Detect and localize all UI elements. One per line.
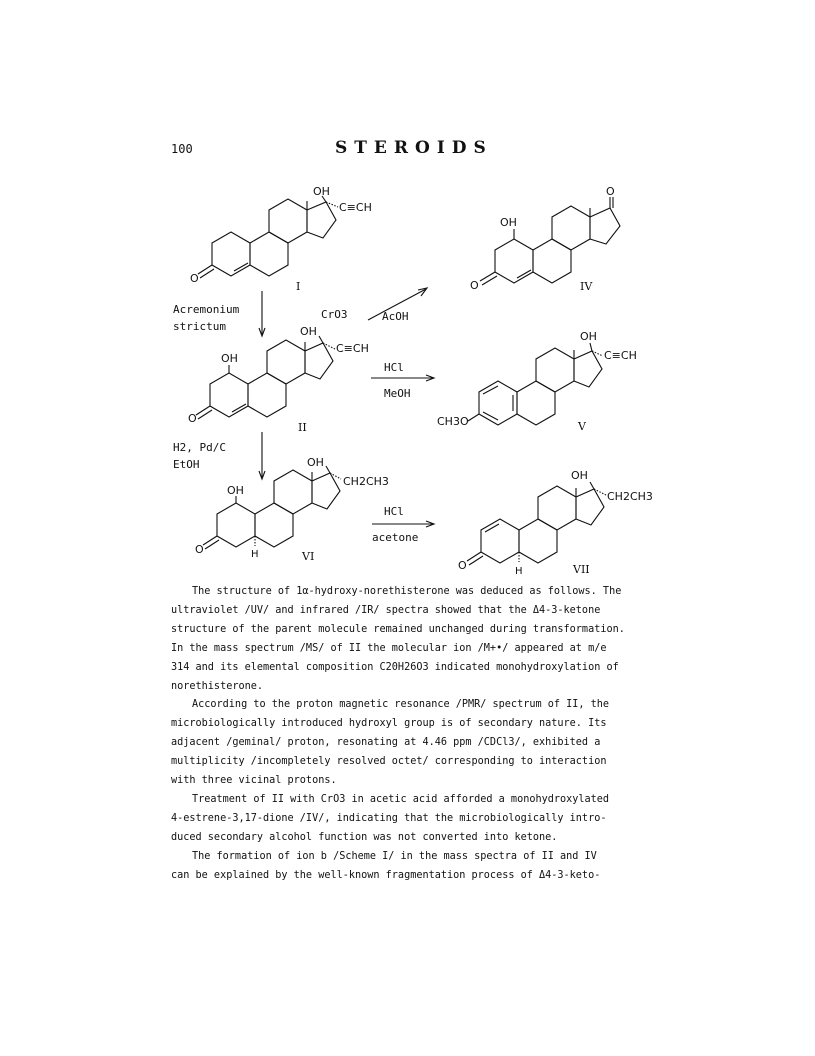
compound-label-VI: VI: [302, 550, 315, 563]
label-I-oxo: O: [190, 272, 199, 285]
label-VI-17-oh: OH: [307, 456, 324, 469]
label-VI-h: H: [251, 549, 259, 560]
compound-VI: [195, 456, 389, 563]
label-IV-oxo: O: [470, 279, 479, 292]
compound-I: [190, 185, 372, 293]
reagent-acoh: AcOH: [382, 310, 409, 323]
label-IV-oh: OH: [500, 216, 517, 229]
label-VI-oxo: O: [195, 543, 204, 556]
body-text: [171, 583, 661, 886]
reagent-h2-pdc: H2, Pd/C: [173, 441, 226, 454]
reagent-hcl-1: HCl: [384, 361, 404, 374]
compound-label-II: II: [298, 421, 307, 434]
compound-label-IV: IV: [580, 280, 593, 293]
text-line: 314 and its elemental composition C20H26O3 indicated monohydroxylation of: [171, 661, 619, 673]
label-V-oh: OH: [580, 330, 597, 343]
label-IV-17-oxo: O: [606, 185, 615, 198]
reagent-organism-2: strictum: [173, 320, 226, 333]
text-line: multiplicity /incompletely resolved octet/ corresponding to interaction: [171, 756, 607, 768]
label-VII-17-oh: OH: [571, 469, 588, 482]
text-line: with three vicinal protons.: [171, 775, 337, 787]
text-line: structure of the parent molecule remained unchanged during transformation.: [171, 623, 625, 635]
label-VII-h: H: [515, 566, 523, 577]
page-number: 100: [171, 142, 193, 156]
text-line: adjacent /geminal/ proton, resonating at 4.46 ppm /CDCl3/, exhibited a: [171, 737, 601, 749]
text-line: microbiologically introduced hydroxyl group is of secondary nature. Its: [171, 718, 607, 730]
label-VII-oxo: O: [458, 559, 467, 572]
text-line: ultraviolet /UV/ and infrared /IR/ spectra showed that the Δ4-3-ketone: [171, 604, 601, 616]
reagent-etoh: EtOH: [173, 458, 200, 471]
label-II-17-oh: OH: [300, 325, 317, 338]
label-II-ethynyl: C≡CH: [336, 342, 369, 355]
label-II-11-oh: OH: [221, 352, 238, 365]
paragraph-structure: [171, 583, 661, 696]
reagent-acetone: acetone: [372, 531, 419, 544]
text-line: In the mass spectrum /MS/ of II the molecular ion /M+•/ appeared at m/e: [171, 642, 607, 654]
reagent-organism-1: Acremonium: [173, 303, 240, 316]
compound-V: [437, 330, 637, 433]
text-line: Treatment of II with CrO3 in acetic acid afforded a monohydroxylated: [192, 793, 610, 805]
journal-title-text: STEROIDS: [335, 138, 493, 158]
text-line: The formation of ion b /Scheme I/ in the mass spectra of II and IV: [192, 850, 597, 862]
label-I-oh: OH: [313, 185, 330, 198]
label-II-oxo: O: [188, 412, 197, 425]
text-line: The structure of 1α-hydroxy-norethisterone was deduced as follows. The: [192, 586, 622, 597]
paragraph-cro3: [171, 791, 661, 848]
reagent-cro3: CrO3: [321, 308, 348, 321]
compound-IV: [470, 185, 620, 293]
compound-VII: [458, 469, 653, 577]
text-line: 4-estrene-3,17-dione /IV/, indicating that the microbiologically intro-: [171, 812, 607, 824]
compound-II: [188, 325, 369, 434]
compound-label-V: V: [578, 420, 586, 433]
label-VI-ethyl: CH2CH3: [343, 475, 389, 488]
label-V-ethynyl: C≡CH: [604, 349, 637, 362]
text-line: According to the proton magnetic resonance /PMR/ spectrum of II, the: [192, 699, 610, 711]
compound-label-I: I: [296, 280, 301, 293]
reagent-hcl-2: HCl: [384, 505, 404, 518]
text-line: duced secondary alcohol function was not converted into ketone.: [171, 831, 558, 843]
text-line: can be explained by the well-known fragmentation process of Δ4-3-keto-: [171, 869, 601, 881]
label-VI-11-oh: OH: [227, 484, 244, 497]
text-line: norethisterone.: [171, 680, 264, 692]
paragraph-pmr: [171, 696, 661, 791]
paragraph-mass-spectra: [171, 848, 661, 886]
label-VII-ethyl: CH2CH3: [607, 490, 653, 503]
compound-label-VII: VII: [573, 563, 590, 576]
label-I-ethynyl: C≡CH: [339, 201, 372, 214]
reagent-meoh: MeOH: [384, 387, 411, 400]
label-V-methoxy: CH3O: [437, 415, 469, 428]
